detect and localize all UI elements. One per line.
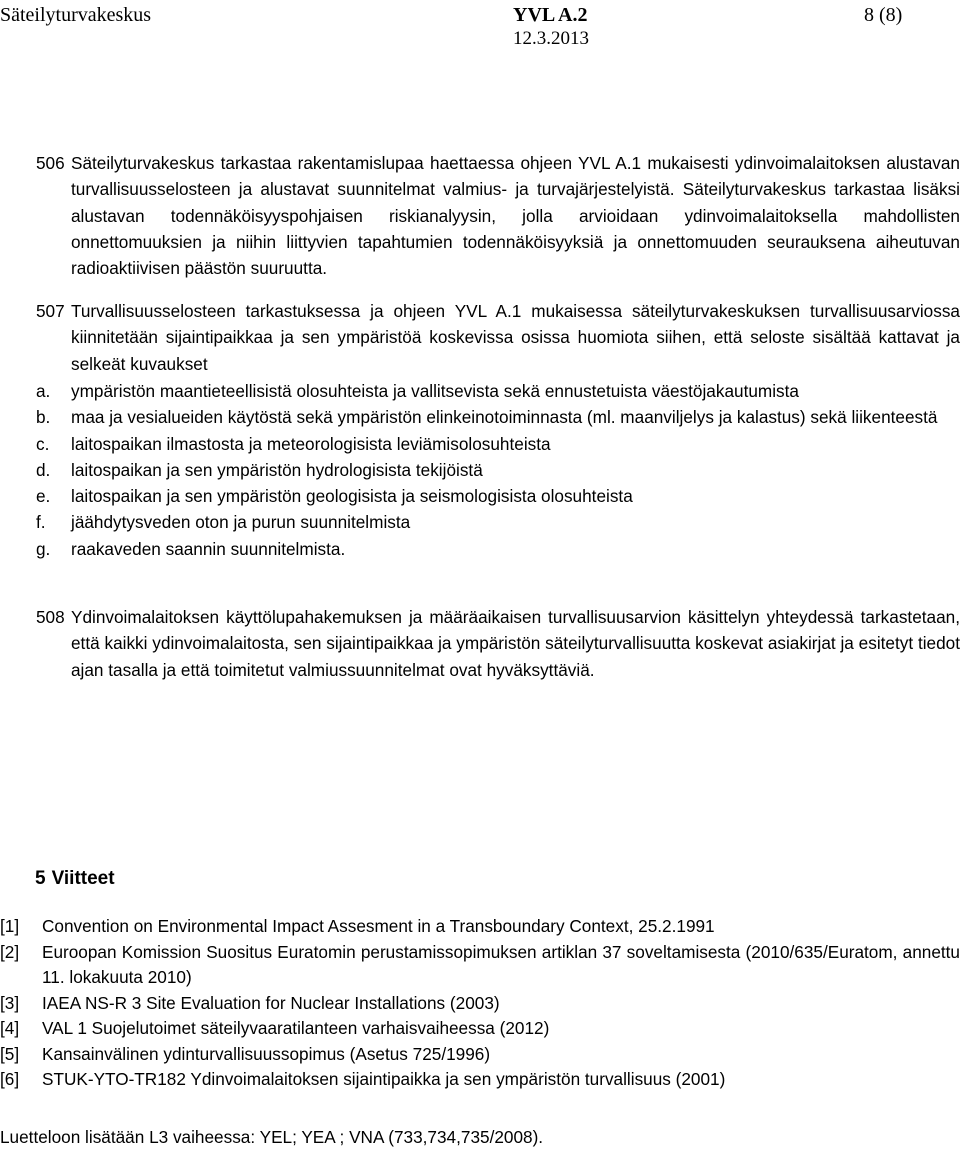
list-marker: f. [36, 512, 46, 533]
list-marker: b. [36, 407, 51, 428]
reference-item [0, 991, 960, 1017]
reference-item [0, 914, 960, 940]
header-organization: Säteilyturvakeskus [0, 4, 152, 26]
list-marker: c. [36, 433, 50, 454]
reference-item [0, 1067, 960, 1093]
reference-text: IAEA NS-R 3 Site Evaluation for Nuclear Installations (2003) [42, 992, 500, 1013]
reference-marker: [3] [0, 992, 20, 1013]
page-header [0, 0, 960, 52]
header-guide-code: YVL A.2 [513, 4, 588, 26]
list-item [36, 404, 960, 430]
reference-marker: [1] [0, 916, 20, 936]
list-text: maa ja vesialueiden käytöstä sekä ympäristön elinkeinotoiminnasta (ml. maanviljelys ja kalastus) sekä liikenteestä [71, 407, 938, 428]
header-date: 12.3.2013 [513, 28, 589, 49]
reference-text: STUK-YTO-TR182 Ydinvoimalaitoksen sijaintipaikka ja sen ympäristön turvallisuus (2001) [42, 1069, 726, 1089]
reference-marker: [2] [0, 941, 20, 962]
list-text: laitospaikan ilmastosta ja meteorologisista leviämisolosuhteista [71, 433, 551, 454]
list-marker: a. [36, 381, 51, 401]
section-title: Viitteet [51, 868, 115, 889]
reference-marker: [5] [0, 1043, 20, 1064]
list-item [36, 509, 960, 535]
reference-marker: [6] [0, 1069, 20, 1089]
reference-item [0, 1016, 960, 1042]
header-page-number: 8 (8) [864, 4, 903, 26]
list-text: raakaveden saannin suunnitelmista. [71, 538, 346, 559]
reference-list [0, 914, 960, 1093]
list-marker: g. [36, 538, 51, 559]
paragraph-number: 506 [36, 153, 65, 173]
paragraph-number: 507 [36, 301, 65, 321]
list-marker: e. [36, 486, 51, 507]
reference-text: VAL 1 Suojelutoimet säteilyvaaratilanteen varhaisvaiheessa (2012) [42, 1018, 550, 1038]
paragraph-text: Ydinvoimalaitoksen käyttölupahakemuksen ja määräaikaisen turvallisuusarvion käsittelyn yhteydessä tarkastetaan, että kaikki ydinvoimalaitosta, sen sijaintipaikkaa ja ympäristön säteilyturvallisuutta koskevat asiakirjat ja esitetyt tiedot ajan tasalla ja että toimitetut valmiussuunnitelmat ovat hyväksyttäviä. [71, 607, 960, 680]
list-text: ympäristön maantieteellisistä olosuhteista ja vallitsevista sekä ennustetuista väestöjakautumista [71, 381, 799, 401]
list-item [36, 457, 960, 483]
footer-note: Luetteloon lisätään L3 vaiheessa: YEL; YEA ; VNA (733,734,735/2008). [0, 1127, 544, 1147]
list-text: laitospaikan ja sen ympäristön geologisista ja seismologisista olosuhteista [71, 486, 633, 507]
reference-text: Euroopan Komission Suositus Euratomin perustamissopimuksen artiklan 37 soveltamisesta (2010/635/Euratom, annettu 11. lokakuuta 2010) [42, 941, 960, 987]
paragraph-508 [36, 604, 960, 683]
paragraph-507 [36, 298, 960, 377]
list-text: laitospaikan ja sen ympäristön hydrologisista tekijöistä [71, 459, 483, 480]
list-item [36, 378, 960, 404]
reference-text: Convention on Environmental Impact Assesment in a Transboundary Context, 25.2.1991 [42, 916, 715, 936]
paragraph-text: Säteilyturvakeskus tarkastaa rakentamislupaa haettaessa ohjeen YVL A.1 mukaisesti ydinvoimalaitoksen alustavan turvallisuusselosteen ja alustavat suunnitelmat valmius- ja turvajärjestelyistä. Säteilyturvakeskus tarkastaa lisäksi alustavan todennäköisyyspohjaisen riskianalyysin, jolla arvioidaan ydinvoimalaitoksella mahdollisten onnettomuuksien ja niihin liittyvien tapahtumien todennäköisyyksiä ja onnettomuuden seurauksena aiheutuvan radioaktiivisen päästön suuruutta. [71, 153, 960, 279]
reference-text: Kansainvälinen ydinturvallisuussopimus (Asetus 725/1996) [42, 1043, 491, 1064]
list-item [36, 483, 960, 509]
reference-item [0, 1042, 960, 1068]
list-item [36, 536, 960, 562]
reference-item [0, 940, 960, 991]
requirement-list [36, 378, 960, 562]
paragraph-506 [36, 150, 960, 281]
reference-marker: [4] [0, 1018, 20, 1038]
list-item [36, 431, 960, 457]
paragraph-number: 508 [36, 607, 65, 627]
list-text: jäähdytysveden oton ja purun suunnitelmista [71, 512, 411, 533]
paragraph-text: Turvallisuusselosteen tarkastuksessa ja ohjeen YVL A.1 mukaisessa säteilyturvakeskuksen turvallisuusarviossa kiinnitetään sijaintipaikkaa ja sen ympäristöä koskevissa osissa huomiota siihen, että seloste sisältää kattavat ja selkeät kuvaukset [71, 301, 960, 374]
list-marker: d. [36, 459, 51, 480]
section-number: 5 [35, 868, 46, 889]
section-heading [35, 868, 115, 890]
